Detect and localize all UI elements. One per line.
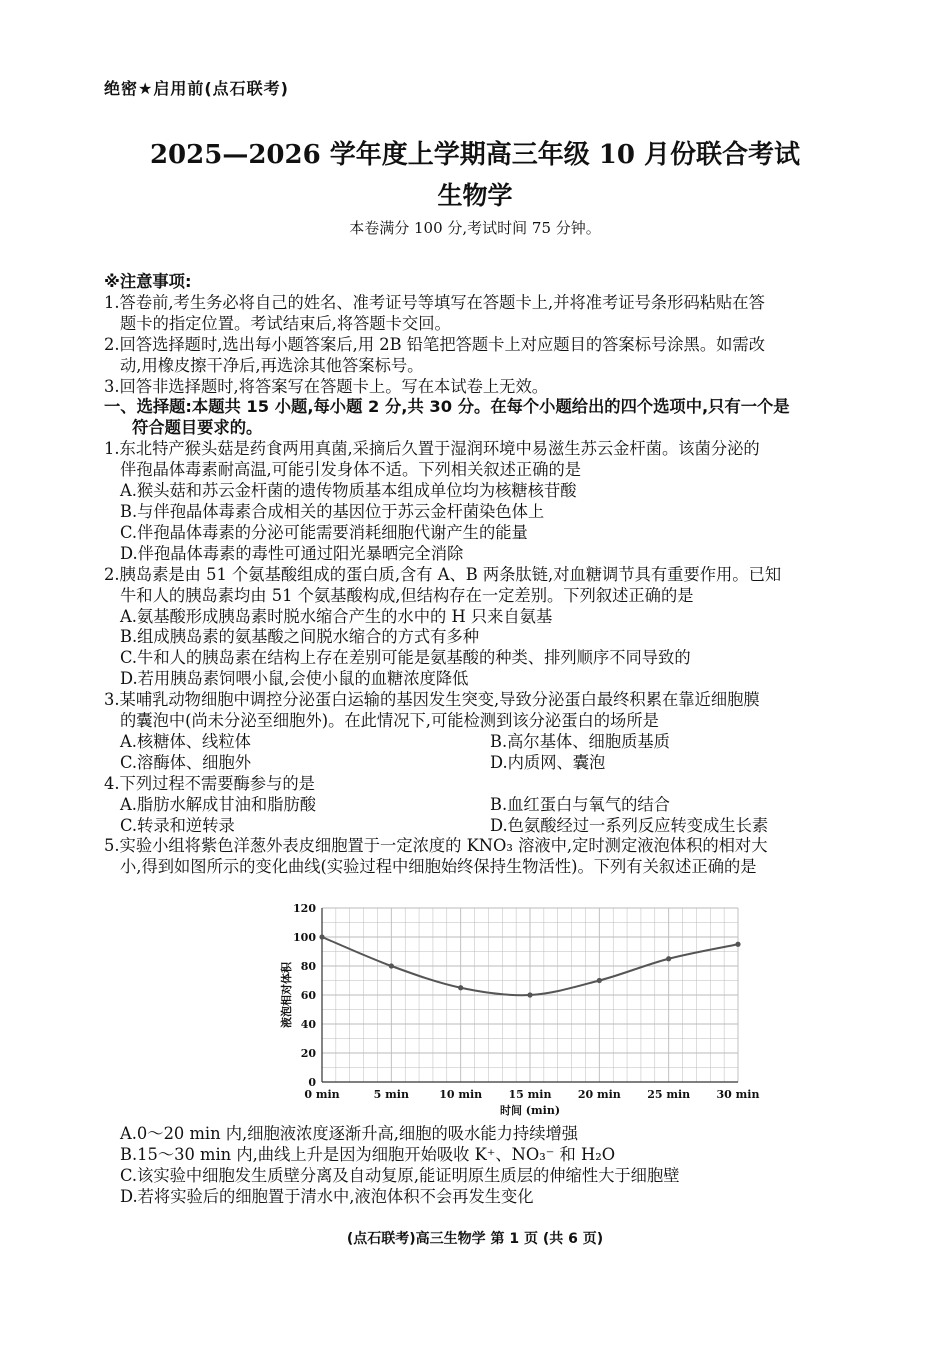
data-point xyxy=(389,963,394,968)
question-stem: 小,得到如图所示的变化曲线(实验过程中细胞始终保持生物活性)。下列有关叙述正确的是 xyxy=(120,857,757,877)
option-c: C.转录和逆转录 xyxy=(120,815,235,835)
question-stem: 4.下列过程不需要酶参与的是 xyxy=(104,773,315,793)
option-c: C.溶酶体、细胞外 xyxy=(120,752,252,772)
exam-body xyxy=(104,272,914,878)
option-b: B.血红蛋白与氧气的结合 xyxy=(490,794,670,814)
y-tick-label: 40 xyxy=(300,1018,316,1031)
question-1 xyxy=(104,439,914,564)
data-point xyxy=(666,956,671,961)
section-heading: 一、选择题:本题共 15 小题,每小题 2 分,共 30 分。在每个小题给出的四个选项中,只有一个是 xyxy=(104,397,790,417)
question-stem: 1.东北特产猴头菇是药食两用真菌,采摘后久置于湿润环境中易滋生苏云金杆菌。该菌分泌的 xyxy=(104,439,760,459)
y-tick-label: 20 xyxy=(300,1047,316,1060)
option-row xyxy=(104,795,914,816)
note-line: 3.回答非选择题时,将答案写在答题卡上。写在本试卷上无效。 xyxy=(104,376,549,396)
question-stem: 牛和人的胰岛素均由 51 个氨基酸构成,但结构存在一定差别。下列叙述正确的是 xyxy=(120,585,694,605)
exam-meta: 本卷满分 100 分,考试时间 75 分钟。 xyxy=(349,219,601,237)
option-a: A.脂肪水解成甘油和脂肪酸 xyxy=(120,794,317,814)
option-c: C.伴孢晶体毒素的分泌可能需要消耗细胞代谢产生的能量 xyxy=(120,522,528,542)
option-row xyxy=(104,732,914,753)
question-stem: 5.实验小组将紫色洋葱外表皮细胞置于一定浓度的 KNO₃ 溶液中,定时测定液泡体积的相对大 xyxy=(104,836,768,856)
question-stem: 2.胰岛素是由 51 个氨基酸组成的蛋白质,含有 A、B 两条肽链,对血糖调节具有重要作用。已知 xyxy=(104,564,782,584)
y-tick-label: 80 xyxy=(300,960,316,973)
option-a: A.0～20 min 内,细胞液浓度逐渐升高,细胞的吸水能力持续增强 xyxy=(120,1124,579,1143)
x-axis-title: 时间 (min) xyxy=(499,1104,561,1117)
question-5 xyxy=(104,836,914,878)
option-b: B.组成胰岛素的氨基酸之间脱水缩合的方式有多种 xyxy=(120,627,480,647)
data-point xyxy=(735,942,740,947)
x-tick-label: 30 min xyxy=(716,1088,760,1101)
question-2 xyxy=(104,565,914,690)
option-d: D.内质网、囊泡 xyxy=(490,752,606,772)
x-tick-label: 20 min xyxy=(577,1088,621,1101)
option-row xyxy=(104,816,914,837)
x-tick-label: 10 min xyxy=(439,1088,483,1101)
y-tick-label: 0 xyxy=(308,1076,316,1089)
option-row xyxy=(104,753,914,774)
option-d: D.伴孢晶体毒素的毒性可通过阳光暴晒完全消除 xyxy=(120,543,464,563)
data-point xyxy=(527,992,532,997)
y-tick-label: 100 xyxy=(293,931,316,944)
option-c: C.牛和人的胰岛素在结构上存在差别可能是氨基酸的种类、排列顺序不同导致的 xyxy=(120,648,691,668)
note-line: 题卡的指定位置。考试结束后,将答题卡交回。 xyxy=(120,313,451,333)
option-a: A.核糖体、线粒体 xyxy=(120,731,251,751)
question-stem: 的囊泡中(尚未分泌至细胞外)。在此情况下,可能检测到该分泌蛋白的场所是 xyxy=(120,711,659,731)
data-point xyxy=(597,978,602,983)
page-footer: (点石联考)高三生物学 第 1 页 (共 6 页) xyxy=(346,1231,604,1247)
option-c: C.该实验中细胞发生质壁分离及自动复原,能证明原生质层的伸缩性大于细胞壁 xyxy=(120,1165,680,1185)
question-stem: 3.某哺乳动物细胞中调控分泌蛋白运输的基因发生突变,导致分泌蛋白最终积累在靠近细胞膜 xyxy=(104,690,760,710)
note-line: 1.答卷前,考生务必将自己的姓名、准考证号等填写在答题卡上,并将准考证号条形码粘贴在答 xyxy=(104,292,765,312)
x-tick-label: 0 min xyxy=(304,1088,340,1101)
note-line: 动,用橡皮擦干净后,再选涂其他答案标号。 xyxy=(120,355,424,375)
y-tick-label: 60 xyxy=(300,989,316,1002)
option-a: A.氨基酸形成胰岛素时脱水缩合产生的水中的 H 只来自氨基 xyxy=(120,606,553,626)
question-3 xyxy=(104,690,914,774)
section-heading-cont: 符合题目要求的。 xyxy=(132,418,263,438)
subject-title: 生物学 xyxy=(437,181,513,210)
vacuole-volume-chart xyxy=(276,898,766,1120)
question-5-options xyxy=(104,1124,914,1208)
option-d: D.色氨酸经过一系列反应转变成生长素 xyxy=(490,815,769,835)
chart-svg xyxy=(276,898,766,1120)
data-point xyxy=(319,934,324,939)
question-4 xyxy=(104,774,914,837)
option-b: B.高尔基体、细胞质基质 xyxy=(490,731,670,751)
y-tick-label: 120 xyxy=(293,902,316,915)
y-axis-title: 液泡相对体积 xyxy=(280,962,293,1028)
question-stem: 伴孢晶体毒素耐高温,可能引发身体不适。下列相关叙述正确的是 xyxy=(120,460,582,480)
option-b: B.与伴孢晶体毒素合成相关的基因位于苏云金杆菌染色体上 xyxy=(120,501,545,521)
x-tick-label: 5 min xyxy=(373,1088,409,1101)
option-d: D.若用胰岛素饲喂小鼠,会使小鼠的血糖浓度降低 xyxy=(120,669,469,689)
confidential-label: 绝密★启用前(点石联考) xyxy=(104,79,289,98)
notes-heading: ※注意事项: xyxy=(104,272,192,291)
x-tick-label: 25 min xyxy=(647,1088,691,1101)
option-d: D.若将实验后的细胞置于清水中,液泡体积不会再发生变化 xyxy=(120,1186,534,1206)
option-a: A.猴头菇和苏云金杆菌的遗传物质基本组成单位均为核糖核苷酸 xyxy=(120,481,577,501)
exam-title: 2025—2026 学年度上学期高三年级 10 月份联合考试 xyxy=(149,140,801,170)
option-b: B.15～30 min 内,曲线上升是因为细胞开始吸收 K⁺、NO₃⁻ 和 H₂O xyxy=(120,1144,616,1164)
data-point xyxy=(458,985,463,990)
note-line: 2.回答选择题时,选出每小题答案后,用 2B 铅笔把答题卡上对应题目的答案标号涂黑。如需改 xyxy=(104,334,765,354)
x-tick-label: 15 min xyxy=(508,1088,552,1101)
